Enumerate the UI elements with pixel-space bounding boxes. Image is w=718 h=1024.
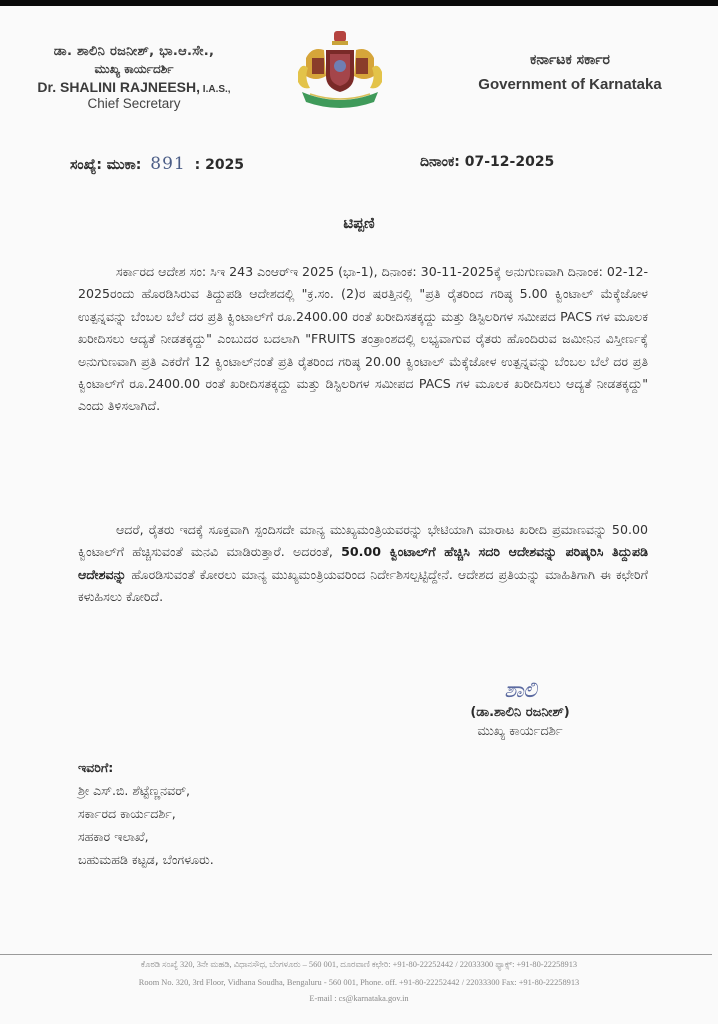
paragraph-text-end: ಹೊರಡಿಸುವಂತೆ ಕೋರಲು ಮಾನ್ಯ ಮುಖ್ಯಮಂತ್ರಿಯವರಿಂದ ನಿರ್ದೇಶಿಸಲ್ಪಟ್ಟಿದ್ದೇನೆ. ಆದೇಶದ ಪ್ರತಿಯನ್ನು ಮಾಹಿತಿಗಾಗಿ ಈ ಕಛೇರಿಗೆ ಕಳುಹಿಸಲು ಕೋರಿದೆ. xyxy=(78,566,648,605)
government-name-english: Government of Karnataka xyxy=(478,76,662,93)
body-paragraph-1 xyxy=(78,261,648,418)
signatory-designation: ಮುಖ್ಯ ಕಾರ್ಯದರ್ಶಿ xyxy=(477,724,563,739)
reference-year: : 2025 xyxy=(194,157,245,173)
recipient-line: ಸಹಕಾರ ಇಲಾಖೆ, xyxy=(78,829,149,844)
date-label: ದಿನಾಂಕ: xyxy=(420,154,460,170)
karnataka-emblem-icon xyxy=(292,28,388,116)
footer-address-kannada: ಕೊಠಡಿ ಸಂಖ್ಯೆ 320, 3ನೇ ಮಹಡಿ, ವಿಧಾನಸೌಧ, ಬೆಂಗಳೂರು – 560 001, ದೂರವಾಣಿ ಕಛೇರಿ: +91-80-22252442 / 22033300 ಫ್ಯಾಕ್ಸ್: +91-80-22258913 xyxy=(140,960,578,969)
reference-number xyxy=(70,154,244,174)
recipient-line: ಶ್ರೀ ಎಸ್.ಬಿ. ಶೆಟ್ಟೆಣ್ಣನವರ್, xyxy=(78,783,191,798)
document-title: ಟಿಪ್ಪಣಿ xyxy=(343,214,375,232)
reference-date xyxy=(420,154,554,170)
recipient-line: ಬಹುಮಹಡಿ ಕಟ್ಟಡ, ಬೆಂಗಳೂರು. xyxy=(78,852,214,867)
signature-scribble: ಶಾಲಿ xyxy=(504,678,536,703)
footer-address-english: Room No. 320, 3rd Floor, Vidhana Soudha, Bengaluru - 560 001, Phone. off. +91-80-22252442 / 22033300 Fax: +91-80-22258913 xyxy=(138,978,580,987)
footer-divider xyxy=(0,954,712,955)
handwritten-reference-number: 891 xyxy=(150,154,186,174)
paragraph-text-start: ಆದರೆ, ರೈತರು ಇದಕ್ಕೆ ಸೂಕ್ತವಾಗಿ ಸ್ಪಂದಿಸದೇ ಮಾನ್ಯ ಮುಖ್ಯಮಂತ್ರಿಯವರನ್ನು ಭೇಟಿಯಾಗಿ ಮಾರಾಟ ಖರೀದಿ ಪ್ರಮಾಣವನ್ನು 50.00 ಕ್ವಿಂಟಾಲ್‌ಗೆ ಹೆಚ್ಚಿಸುವಂತೆ ಮನವಿ ಮಾಡಿರುತ್ತಾರೆ. ಅದರಂತೆ, xyxy=(78,522,648,560)
officer-name-kannada: ಡಾ. ಶಾಲಿನಿ ರಜನೀಶ್, ಭಾ.ಆ.ಸೇ., xyxy=(53,44,215,59)
body-paragraph-2 xyxy=(78,519,648,609)
officer-name-english xyxy=(14,79,254,95)
paragraph-text-bold: 50.00 ಕ್ವಿಂಟಾಲ್‌ಗೆ ಹೆಚ್ಚಿಸಿ ಸದರಿ ಆದೇಶವನ್ನು ಪರಿಷ್ಕರಿಸಿ ತಿದ್ದುಪಡಿ ಆದೇಶವನ್ನು xyxy=(78,544,648,582)
signature-block xyxy=(420,678,620,739)
government-name-kannada: ಕರ್ನಾಟಕ ಸರ್ಕಾರ xyxy=(530,52,610,68)
officer-service-suffix: I.A.S., xyxy=(200,84,231,95)
recipient-label: ಇವರಿಗೆ: xyxy=(78,760,114,775)
officer-name: Dr. SHALINI RAJNEESH, xyxy=(37,79,201,95)
officer-title-kannada: ಮುಖ್ಯ ಕಾರ್ಯದರ್ಶಿ xyxy=(94,62,174,76)
reference-label: ಸಂಖ್ಯೆ: ಮುಕಾ: xyxy=(70,157,142,173)
officer-title-english: Chief Secretary xyxy=(87,96,181,111)
recipient-block xyxy=(78,756,214,871)
date-value: 07-12-2025 xyxy=(464,154,555,170)
paragraph-text: ಸರ್ಕಾರದ ಆದೇಶ ಸಂ: ಸಿಇ 243 ಎಂಆರ್‌ಇ 2025 (ಭಾ-1), ದಿನಾಂಕ: 30-11-2025ಕ್ಕೆ ಅನುಗುಣವಾಗಿ ದಿನಾಂಕ: 02-12-2025ರಂದು ಹೊರಡಿಸಿರುವ ತಿದ್ದುಪಡಿ ಆದೇಶದಲ್ಲಿ "ಕ್ರ.ಸಂ. (2)ರ ಷರತ್ತಿನಲ್ಲಿ "ಪ್ರತಿ ರೈತರಿಂದ ಗರಿಷ್ಠ 5.00 ಕ್ವಿಂಟಾಲ್ ಮೆಕ್ಕೆಜೋಳ ಉತ್ಪನ್ನವನ್ನು ಬೆಂಬಲ ಬೆಲೆ ದರ ಪ್ರತಿ ಕ್ವಿಂಟಾಲ್‌ಗೆ ರೂ.2400.00 ರಂತೆ ಖರೀದಿಸತಕ್ಕದ್ದು ಮತ್ತು ಡಿಸ್ಟಿಲರಿಗಳ ಸಮೀಪದ PACS ಗಳ ಮೂಲಕ ಖರೀದಿಸಲು ಆದ್ಯತೆ ನೀಡತಕ್ಕದ್ದು" ಎಂಬುದರ ಬದಲಾಗಿ "FRUITS ತಂತ್ರಾಂಶದಲ್ಲಿ ಲಭ್ಯವಾಗುವ ರೈತರು ಹೊಂದಿರುವ ಜಮೀನಿನ ವಿಸ್ತೀರ್ಣಕ್ಕೆ ಅನುಗುಣವಾಗಿ ಪ್ರತಿ ಎಕರೆಗೆ 12 ಕ್ವಿಂಟಾಲ್‌ನಂತೆ ಪ್ರತಿ ರೈತರಿಂದ ಗರಿಷ್ಠ 20.00 ಕ್ವಿಂಟಾಲ್ ಮೆಕ್ಕೆಜೋಳ ಉತ್ಪನ್ನವನ್ನು ಬೆಂಬಲ ಬೆಲೆ ದರ ಪ್ರತಿ ಕ್ವಿಂಟಾಲ್‌ಗೆ ರೂ.2400.00 ರಂತೆ ಖರೀದಿಸತಕ್ಕದ್ದು ಮತ್ತು ಡಿಸ್ಟಿಲರಿಗಳ ಸಮೀಪದ PACS ಗಳ ಮೂಲಕ ಖರೀದಿಸಲು ಆದ್ಯತೆ ನೀಡತಕ್ಕದ್ದು" ಎಂದು ತಿಳಿಸಲಾಗಿದೆ. xyxy=(78,264,648,414)
document-page xyxy=(0,6,718,1024)
letterhead-right xyxy=(460,52,680,93)
signatory-name: (ಡಾ.ಶಾಲಿನಿ ರಜನೀಶ್) xyxy=(470,705,570,720)
footer-email: E-mail : cs@karnataka.gov.in xyxy=(309,994,409,1003)
letterhead-left xyxy=(14,44,254,111)
paragraph-text xyxy=(78,519,648,609)
recipient-line: ಸರ್ಕಾರದ ಕಾರ್ಯದರ್ಶಿ, xyxy=(78,806,176,821)
